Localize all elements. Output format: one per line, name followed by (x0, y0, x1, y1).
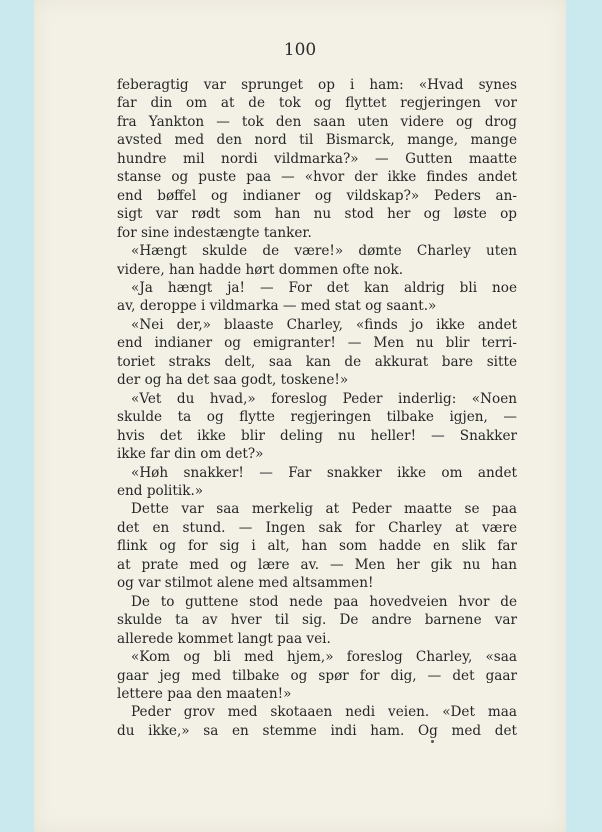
text-line: og var stilmot alene med altsammen! (117, 575, 374, 592)
text-line: Dette var saa merkelig at Peder maatte se paa (131, 501, 517, 518)
text-line: at prate med og lære av. — Men her gik nu han (117, 556, 517, 573)
text-line: for sine indestængte tanker. (117, 224, 312, 241)
text-line: allerede kommet langt paa vei. (117, 630, 331, 647)
text-line: skulde ta av hver til sig. De andre barnene var (117, 612, 517, 629)
text-line: «Hængt skulde de være!» dømte Charley uten (131, 243, 517, 260)
text-line: av, deroppe i vildmarka — med stat og saant.» (117, 298, 437, 315)
text-line: Peder grov med skotaaen nedi veien. «Det maa (131, 704, 517, 721)
text-line: end bøffel og indianer og vildskap?» Peders an- (117, 187, 517, 204)
text-line: skulde ta og flytte regjeringen tilbake igjen, — (117, 409, 517, 426)
text-line: videre, han hadde hørt dommen ofte nok. (117, 261, 404, 278)
text-line: stanse og puste paa — «hvor der ikke findes andet (117, 169, 517, 186)
text-line: fra Yankton — tok den saan uten videre og drog (117, 113, 517, 130)
text-line: lettere paa den maaten!» (117, 685, 292, 702)
page-number: 100 (283, 40, 317, 60)
text-line: der og ha det saa godt, toskene!» (117, 372, 349, 389)
text-line: «Ja hængt ja! — For det kan aldrig bli noe (131, 279, 517, 296)
text-line: «Nei der,» blaaste Charley, «finds jo ikke andet (131, 316, 517, 333)
text-line: De to guttene stod nede paa hovedveien hvor de (131, 593, 517, 610)
text-line: «Høh snakker! — Far snakker ikke om andet (131, 464, 517, 481)
text-line: end indianer og emigranter! — Men nu blir terri- (117, 335, 517, 352)
text-line: det en stund. — Ingen sak for Charley at være (117, 519, 517, 536)
text-line: hvis det ikke blir deling nu heller! — Snakker (117, 427, 517, 444)
text-line: avsted med den nord til Bismarck, mange, mange (117, 132, 517, 149)
text-line: flink og for sig i alt, han som hadde en slik far (117, 538, 517, 555)
body-text (117, 76, 517, 740)
text-line: «Kom og bli med hjem,» foreslog Charley, «saa (131, 649, 517, 666)
text-line: gaar jeg med tilbake og spør for dig, — det gaar (117, 667, 517, 684)
text-line: end politik.» (117, 482, 204, 499)
text-line: «Vet du hvad,» foreslog Peder inderlig: «Noen (131, 390, 517, 407)
text-line: ikke far din om det?» (117, 446, 264, 463)
text-line: sigt var rødt som han nu stod her og løste op (117, 206, 517, 223)
text-line: far din om at de tok og flyttet regjeringen vor (117, 95, 517, 112)
text-line: du ikke,» sa en stemme indi ham. Og med det (117, 722, 517, 739)
text-line: toriet straks delt, saa kan de akkurat bare sitte (117, 353, 517, 370)
text-line: hundre mil nordi vildmarka?» — Gutten maatte (117, 150, 517, 167)
text-line: feberagtig var sprunget op i ham: «Hvad synes (117, 77, 517, 93)
print-speck (431, 740, 434, 743)
book-page (34, 0, 566, 832)
